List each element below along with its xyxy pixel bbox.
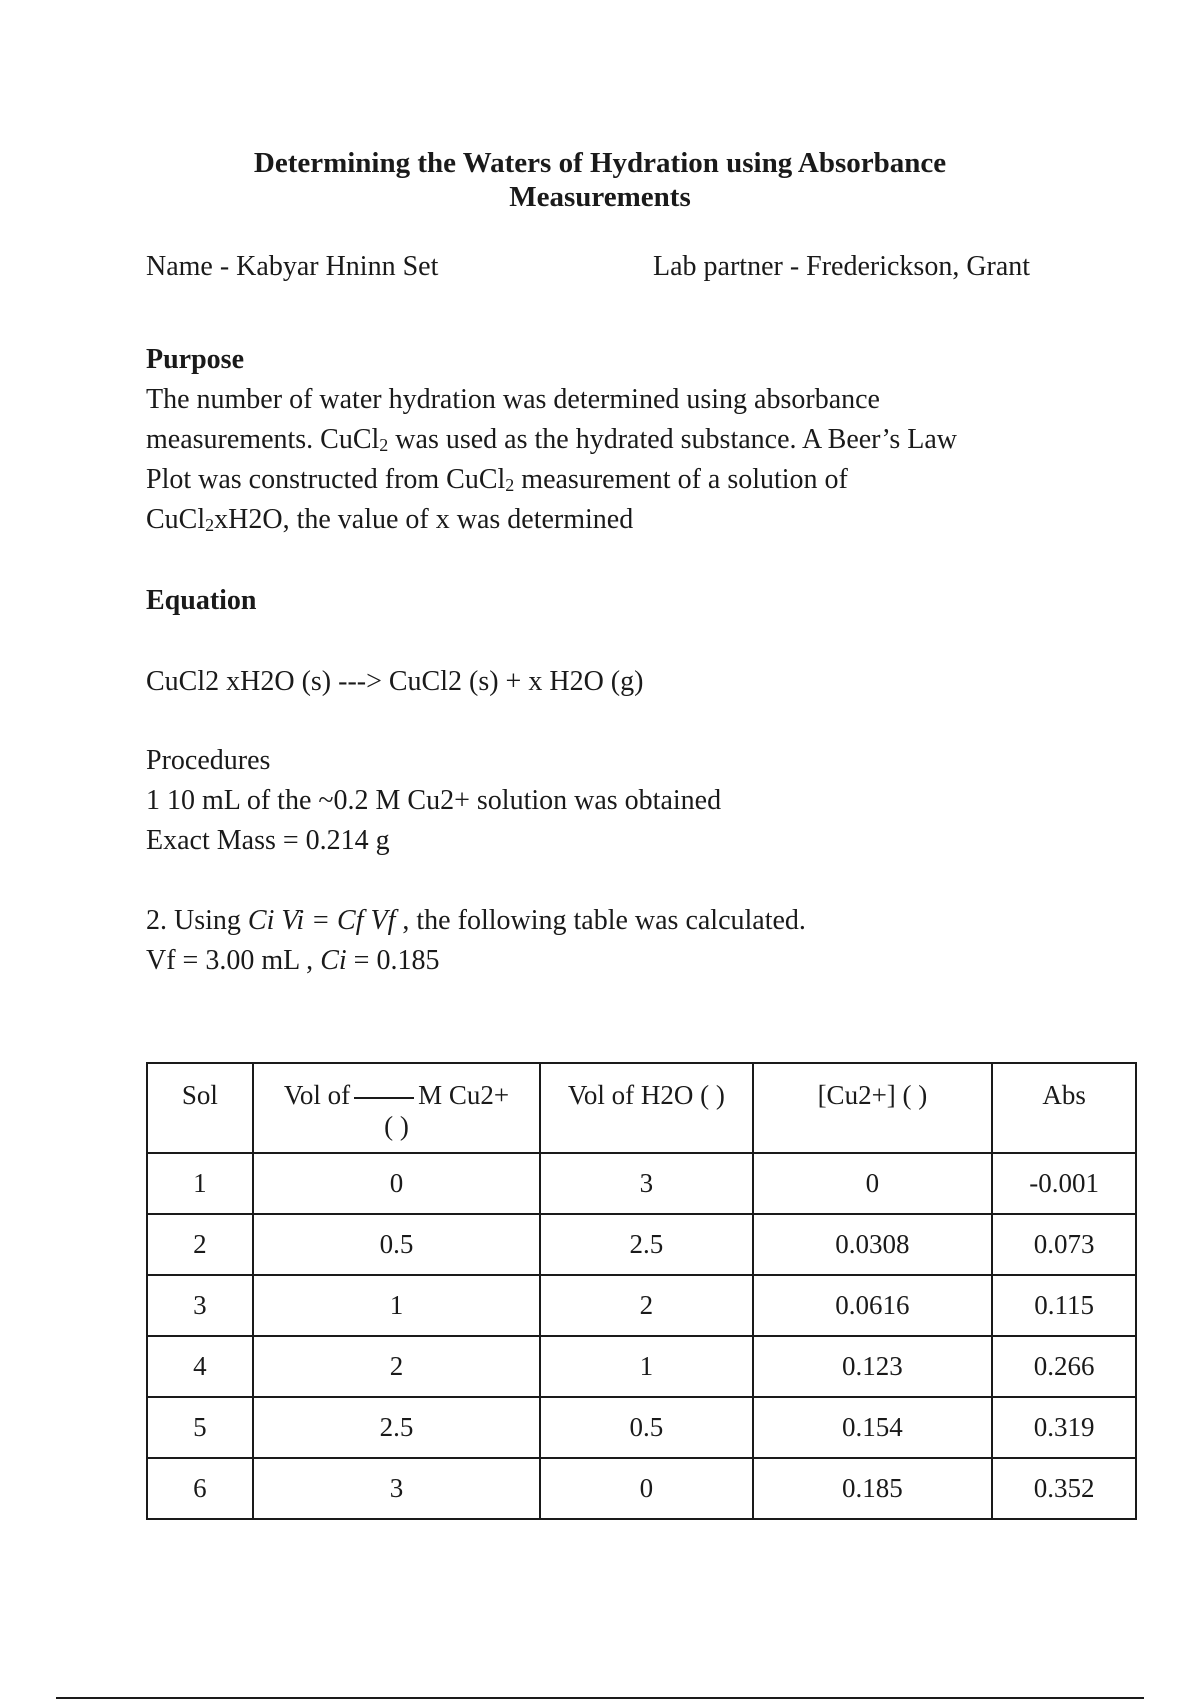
purpose-heading: Purpose xyxy=(146,344,244,375)
purpose-line-1: The number of water hydration was determined using absorbance xyxy=(146,384,880,415)
table-row xyxy=(147,1458,1136,1519)
cell-sol: 5 xyxy=(147,1397,253,1458)
title-line-1: Determining the Waters of Hydration using Absorbance xyxy=(253,147,947,179)
cell-vol-h2o: 3 xyxy=(540,1153,753,1214)
cell-concentration: 0 xyxy=(753,1153,993,1214)
cell-concentration: 0.123 xyxy=(753,1336,993,1397)
purpose-line-3: Plot was constructed from CuCl$_2$ measurement of a solution of xyxy=(146,464,848,495)
cell-sol: 2 xyxy=(147,1214,253,1275)
cell-vol-h2o: 2 xyxy=(540,1275,753,1336)
cell-concentration: 0.0616 xyxy=(753,1275,993,1336)
table-row xyxy=(147,1275,1136,1336)
cell-vol-h2o: 1 xyxy=(540,1336,753,1397)
dilution-table xyxy=(146,1062,1137,1520)
procedures-heading: Procedures xyxy=(146,745,271,776)
cell-vol-h2o: 2.5 xyxy=(540,1214,753,1275)
reaction-equation: CuCl2 xH2O (s) ---> CuCl2 (s) + x H2O (g) xyxy=(146,666,644,697)
purpose-line-4: CuCl$_2$xH2O, the value of x was determined xyxy=(146,504,634,535)
cell-sol: 4 xyxy=(147,1336,253,1397)
document-title xyxy=(0,146,1200,214)
cell-vol-cu: 3 xyxy=(253,1458,540,1519)
cell-vol-cu: 0.5 xyxy=(253,1214,540,1275)
exact-mass: Exact Mass = 0.214 g xyxy=(146,825,390,856)
procedure-step-1: 1 10 mL of the ~0.2 M Cu2+ solution was obtained xyxy=(146,785,722,816)
student-name: Name - Kabyar Hninn Set xyxy=(146,251,439,282)
purpose-line-2: measurements. CuCl$_2$ was used as the hydrated substance. A Beer’s Law xyxy=(146,424,957,455)
cell-sol: 1 xyxy=(147,1153,253,1214)
cell-concentration: 0.154 xyxy=(753,1397,993,1458)
header-vol-h2o: Vol of H2O ( ) xyxy=(540,1063,753,1153)
header-concentration: [Cu2+] ( ) xyxy=(753,1063,993,1153)
cell-sol: 6 xyxy=(147,1458,253,1519)
cell-vol-cu: 2 xyxy=(253,1336,540,1397)
blank-concentration-line xyxy=(354,1096,414,1099)
cell-vol-cu: 2.5 xyxy=(253,1397,540,1458)
header-sol: Sol xyxy=(147,1063,253,1153)
cell-abs: 0.352 xyxy=(992,1458,1136,1519)
cell-sol: 3 xyxy=(147,1275,253,1336)
table-row xyxy=(147,1336,1136,1397)
header-vol-cu: Vol of M Cu2+ ( ) xyxy=(253,1063,540,1153)
dilution-formula: Ci Vi = Cf Vf xyxy=(247,905,396,936)
cell-vol-cu: 0 xyxy=(253,1153,540,1214)
dilution-parameters: Vf = 3.00 mL , Ci = 0.185 xyxy=(146,945,440,976)
cell-vol-cu: 1 xyxy=(253,1275,540,1336)
header-abs: Abs xyxy=(992,1063,1136,1153)
table-row xyxy=(147,1214,1136,1275)
table-header-row xyxy=(147,1063,1136,1153)
table-row xyxy=(147,1153,1136,1214)
equation-heading: Equation xyxy=(146,585,257,616)
cell-vol-h2o: 0 xyxy=(540,1458,753,1519)
cell-concentration: 0.0308 xyxy=(753,1214,993,1275)
procedure-step-2: 2. Using Ci Vi = Cf Vf , the following table was calculated. xyxy=(146,905,806,936)
title-line-2: Measurements xyxy=(509,181,691,213)
cell-abs: 0.115 xyxy=(992,1275,1136,1336)
cell-abs: 0.319 xyxy=(992,1397,1136,1458)
lab-partner: Lab partner - Frederickson, Grant xyxy=(653,251,1031,282)
cell-abs: -0.001 xyxy=(992,1153,1136,1214)
cell-abs: 0.073 xyxy=(992,1214,1136,1275)
page-footer-rule xyxy=(56,1697,1144,1699)
cell-vol-h2o: 0.5 xyxy=(540,1397,753,1458)
cell-concentration: 0.185 xyxy=(753,1458,993,1519)
table-row xyxy=(147,1397,1136,1458)
cell-abs: 0.266 xyxy=(992,1336,1136,1397)
purpose-paragraph xyxy=(146,380,1066,540)
